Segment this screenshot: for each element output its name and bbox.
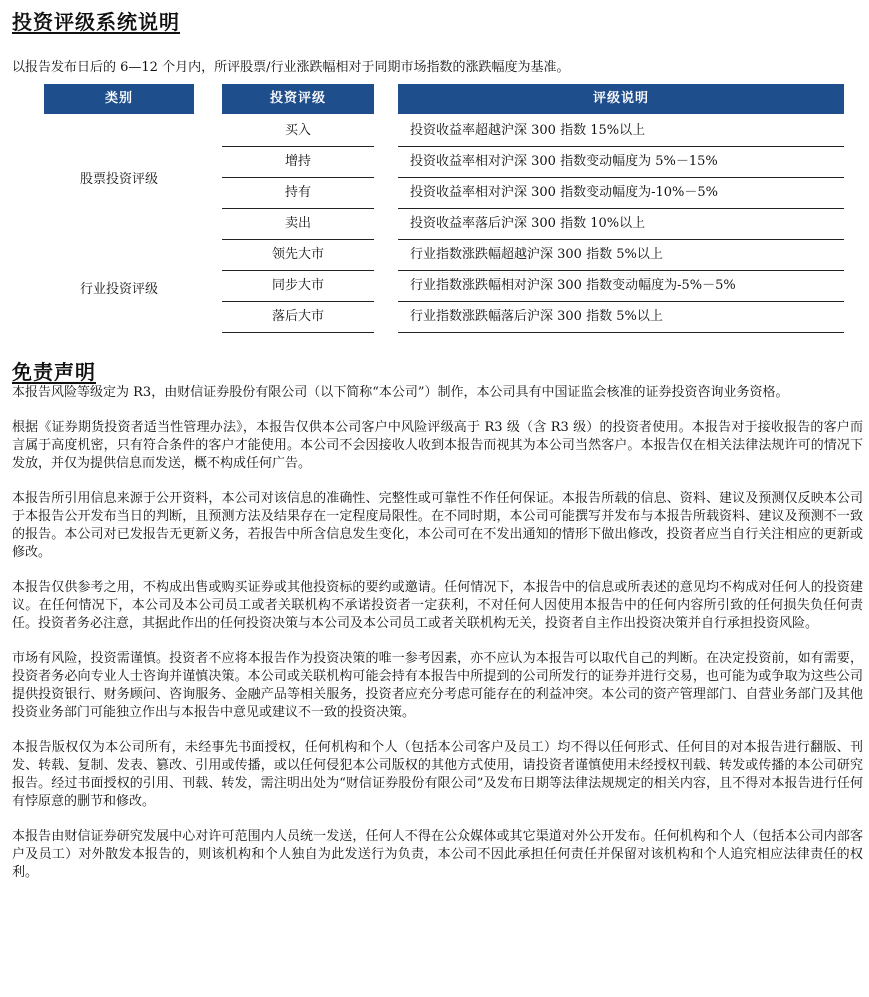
table-row-rating: 卖出 xyxy=(222,209,374,240)
table-row-rating: 落后大市 xyxy=(222,302,374,333)
table-row-description: 投资收益率超越沪深 300 指数 15%以上 xyxy=(398,116,844,147)
category-industry-rating: 行业投资评级 xyxy=(79,282,158,297)
disclaimer-body xyxy=(12,384,863,899)
disclaimer-paragraph: 本报告仅供参考之用，不构成出售或购买证券或其他投资标的要约或邀请。任何情况下，本报告中的信息或所表述的意见均不构成对任何人的投资建议。在任何情况下，本公司及本公司员工或者关联机构不承诺投资者一定获利，不对任何人因使用本报告中的任何内容所引致的任何损失负任何责任。投资者务必注意，其据此作出的任何投资决策与本公司及本公司员工或者关联机构无关，投资者自主作出投资决策并自行承担投资风险。 xyxy=(12,580,863,631)
rating-intro-text: 以报告发布日后的 6—12 个月内，所评股票/行业涨跌幅相对于同期市场指数的涨跌幅度为基准。 xyxy=(12,60,570,75)
section-title-disclaimer: 免责声明 xyxy=(12,360,96,384)
disclaimer-paragraph: 根据《证券期货投资者适当性管理办法》，本报告仅供本公司客户中风险评级高于 R3 级（含 R3 级）的投资者使用。本报告对于接收报告的客户而言属于高度机密，只有符合条件的客户才能使用。本公司不会因接收人收到本报告而视其为本公司当然客户。本报告仅在相关法律法规许可的情况下发放，并仅为提供信息而发送，概不构成任何广告。 xyxy=(12,420,863,471)
table-row-description: 投资收益率落后沪深 300 指数 10%以上 xyxy=(398,209,844,240)
table-row-rating: 同步大市 xyxy=(222,271,374,302)
table-header-rating: 投资评级 xyxy=(222,84,374,114)
table-row-rating: 领先大市 xyxy=(222,240,374,271)
table-row-description: 行业指数涨跌幅超越沪深 300 指数 5%以上 xyxy=(398,240,844,271)
table-header-category: 类别 xyxy=(44,84,194,114)
section-title-rating-system: 投资评级系统说明 xyxy=(12,10,180,34)
table-row-rating: 买入 xyxy=(222,116,374,147)
table-row-rating: 增持 xyxy=(222,147,374,178)
table-row-rating: 持有 xyxy=(222,178,374,209)
table-row-description: 投资收益率相对沪深 300 指数变动幅度为-10%－5% xyxy=(398,178,844,209)
disclaimer-paragraph: 本报告由财信证券研究发展中心对许可范围内人员统一发送，任何人不得在公众媒体或其它渠道对外公开发布。任何机构和个人（包括本公司内部客户及员工）对外散发本报告的，则该机构和个人独自为此发送行为负责，本公司不因此承担任何责任并保留对该机构和个人追究相应法律责任的权利。 xyxy=(12,829,863,880)
disclaimer-paragraph: 本报告风险等级定为 R3，由财信证券股份有限公司（以下简称“本公司”）制作，本公司具有中国证监会核准的证券投资咨询业务资格。 xyxy=(12,385,789,400)
table-row-description: 行业指数涨跌幅相对沪深 300 指数变动幅度为-5%－5% xyxy=(398,271,844,302)
table-row-description: 投资收益率相对沪深 300 指数变动幅度为 5%－15% xyxy=(398,147,844,178)
disclaimer-paragraph: 市场有风险，投资需谨慎。投资者不应将本报告作为投资决策的唯一参考因素，亦不应认为本报告可以取代自己的判断。在决定投资前，如有需要，投资者务必向专业人士咨询并谨慎决策。本公司或关联机构可能会持有本报告中所提到的公司所发行的证券并进行交易，也可能为或争取为这些公司提供投资银行、财务顾问、咨询服务、金融产品等相关服务，投资者应充分考虑可能存在的利益冲突。本公司的资产管理部门、自营业务部门及其他投资业务部门可能独立作出与本报告中意见或建议不一致的投资决策。 xyxy=(12,651,863,720)
disclaimer-paragraph: 本报告所引用信息来源于公开资料，本公司对该信息的准确性、完整性或可靠性不作任何保证。本报告所载的信息、资料、建议及预测仅反映本公司于本报告公开发布当日的判断，且预测方法及结果存在一定程度局限性。在不同时期，本公司可能撰写并发布与本报告所载资料、建议及预测不一致的报告。本公司对已发报告无更新义务，若报告中所含信息发生变化，本公司可在不发出通知的情形下做出修改，投资者应当自行关注相应的更新或修改。 xyxy=(12,491,863,560)
disclaimer-paragraph: 本报告版权仅为本公司所有，未经事先书面授权，任何机构和个人（包括本公司客户及员工）均不得以任何形式、任何目的对本报告进行翻版、刊发、转载、复制、发表、篡改、引用或传播，或以任何侵犯本公司版权的其他方式使用，请投资者谨慎使用未经授权刊载、转发或传播的本公司研究报告。经过书面授权的引用、刊载、转发，需注明出处为“财信证券股份有限公司”及发布日期等法律法规规定的相关内容，且不得对本报告进行任何有悖原意的删节和修改。 xyxy=(12,740,863,809)
table-row-description: 行业指数涨跌幅落后沪深 300 指数 5%以上 xyxy=(398,302,844,333)
category-stock-rating: 股票投资评级 xyxy=(79,172,158,187)
table-header-description: 评级说明 xyxy=(398,84,844,114)
